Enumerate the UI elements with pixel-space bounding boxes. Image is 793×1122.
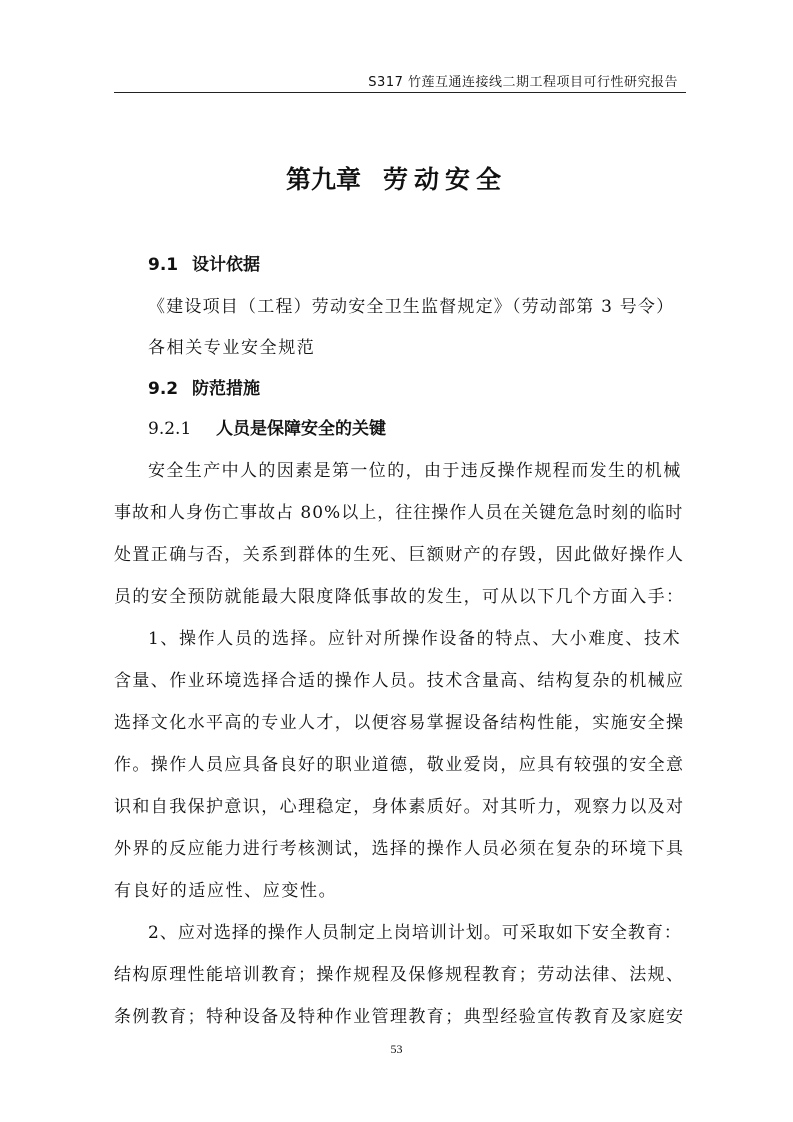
- body-line: 条例教育；特种设备及特种作业管理教育；典型经验宣传教育及家庭安: [114, 1007, 685, 1027]
- running-header-title: S317 竹莲互通连接线二期工程项目可行性研究报告: [368, 75, 678, 90]
- body-line: 外界的反应能力进行考核测试，选择的操作人员必须在复杂的环境下具: [114, 839, 685, 859]
- section-number: 9.2: [148, 379, 179, 399]
- reference-item: 《建设项目（工程）劳动安全卫生监督规定》（劳动部第 3 号令）: [148, 297, 675, 317]
- header-divider: [114, 92, 686, 93]
- chapter-name: 劳动安全: [383, 165, 508, 194]
- subsection-number: 9.2.1: [148, 419, 192, 439]
- body-line: 事故和人身伤亡事故占 80%以上，往往操作人员在关键危急时刻的临时: [114, 503, 684, 523]
- chapter-title: [0, 160, 793, 196]
- section-title: 设计依据: [192, 255, 260, 275]
- body-line: 2、应对选择的操作人员制定上岗培训计划。可采取如下安全教育：: [148, 923, 682, 943]
- body-line: 处置正确与否，关系到群体的生死、巨额财产的存毁，因此做好操作人: [114, 545, 685, 565]
- body-line: 识和自我保护意识，心理稳定，身体素质好。对其听力，观察力以及对: [114, 797, 685, 817]
- body-line: 选择文化水平高的专业人才，以便容易掌握设备结构性能，实施安全操: [114, 713, 685, 733]
- body-line: 作。操作人员应具备良好的职业道德，敬业爱岗，应具有较强的安全意: [114, 755, 685, 775]
- body-line: 结构原理性能培训教育；操作规程及保修规程教育；劳动法律、法规、: [114, 965, 685, 985]
- section-number: 9.1: [148, 255, 179, 275]
- section-heading-9-1: [148, 250, 260, 275]
- chapter-number: 第九章: [285, 165, 361, 194]
- body-line: 有良好的适应性、应变性。: [114, 881, 338, 901]
- body-line: 员的安全预防就能最大限度降低事故的发生，可从以下几个方面入手：: [114, 587, 685, 607]
- body-line: 安全生产中人的因素是第一位的，由于违反操作规程而发生的机械: [148, 461, 682, 481]
- section-title: 防范措施: [192, 379, 260, 399]
- section-heading-9-2: [148, 374, 260, 399]
- reference-item: 各相关专业安全规范: [148, 338, 316, 358]
- body-line: 1、操作人员的选择。应针对所操作设备的特点、大小难度、技术: [148, 629, 682, 649]
- subsection-title: 人员是保障安全的关键: [216, 419, 386, 439]
- body-line: 含量、作业环境选择合适的操作人员。技术含量高、结构复杂的机械应: [114, 671, 685, 691]
- page-number: 53: [390, 1042, 403, 1056]
- subsection-heading-9-2-1: [148, 414, 386, 439]
